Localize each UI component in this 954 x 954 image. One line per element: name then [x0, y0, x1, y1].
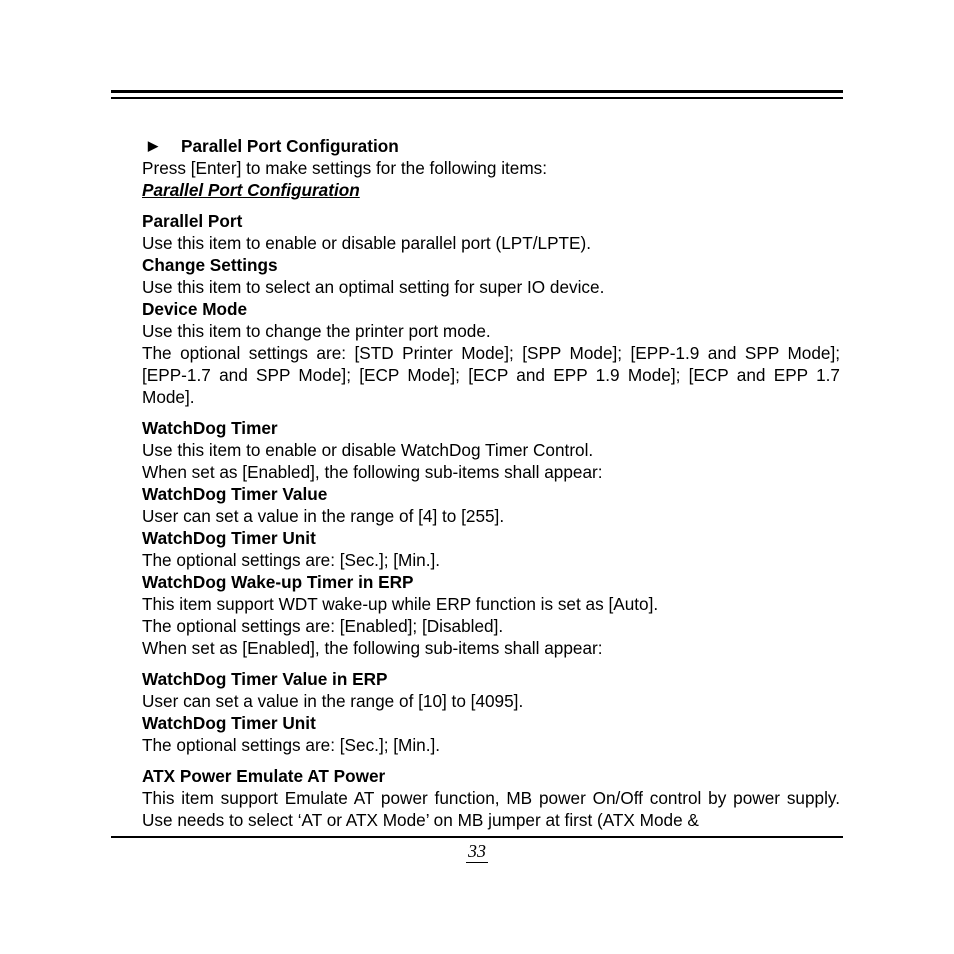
watchdog-wakeup-erp-note: When set as [Enabled], the following sub-items shall appear: [142, 638, 603, 658]
change-settings-title: Change Settings [142, 255, 278, 275]
watchdog-wakeup-erp-options: The optional settings are: [Enabled]; [Disabled]. [142, 616, 504, 636]
subsection-title: Parallel Port Configuration [142, 180, 360, 200]
watchdog-timer-unit-2-desc: The optional settings are: [Sec.]; [Min.]. [142, 735, 441, 755]
device-mode-desc: Use this item to change the printer port mode. [142, 321, 491, 341]
watchdog-wakeup-erp-title: WatchDog Wake-up Timer in ERP [142, 572, 414, 592]
page-number [0, 840, 954, 863]
atx-power-title: ATX Power Emulate AT Power [142, 766, 386, 786]
parallel-port-title: Parallel Port [142, 211, 243, 231]
parallel-port-desc: Use this item to enable or disable parallel port (LPT/LPTE). [142, 233, 591, 253]
header-rule-thick [111, 90, 843, 93]
manual-content [142, 135, 840, 831]
watchdog-timer-note: When set as [Enabled], the following sub-items shall appear: [142, 462, 603, 482]
watchdog-timer-value-erp-title: WatchDog Timer Value in ERP [142, 669, 388, 689]
change-settings-desc: Use this item to select an optimal setting for super IO device. [142, 277, 605, 297]
watchdog-timer-value-erp-desc: User can set a value in the range of [10] to [4095]. [142, 691, 524, 711]
watchdog-timer-unit-2-title: WatchDog Timer Unit [142, 713, 316, 733]
watchdog-timer-value-desc: User can set a value in the range of [4] to [255]. [142, 506, 505, 526]
footer-rule [111, 836, 843, 838]
watchdog-timer-unit-desc: The optional settings are: [Sec.]; [Min.]. [142, 550, 441, 570]
watchdog-timer-title: WatchDog Timer [142, 418, 278, 438]
watchdog-timer-value-title: WatchDog Timer Value [142, 484, 328, 504]
section-heading [142, 135, 840, 157]
device-mode-options: The optional settings are: [STD Printer Mode]; [SPP Mode]; [EPP-1.9 and SPP Mode]; [EPP-1.7 and SPP Mode]; [ECP Mode]; [ECP and EPP 1.9 Mode]; [ECP and EPP 1.7 Mode]. [142, 343, 840, 407]
watchdog-timer-desc: Use this item to enable or disable WatchDog Timer Control. [142, 440, 594, 460]
triangle-right-icon: ▶ [148, 138, 158, 153]
watchdog-wakeup-erp-desc: This item support WDT wake-up while ERP function is set as [Auto]. [142, 594, 659, 614]
atx-power-desc: This item support Emulate AT power function, MB power On/Off control by power supply. Use needs to select ‘AT or ATX Mode’ on MB jumper at first (ATX Mode & [142, 788, 840, 830]
intro-text: Press [Enter] to make settings for the following items: [142, 158, 548, 178]
section-title: Parallel Port Configuration [181, 136, 399, 156]
page-number-text: 33 [468, 841, 486, 861]
device-mode-title: Device Mode [142, 299, 248, 319]
watchdog-timer-unit-title: WatchDog Timer Unit [142, 528, 316, 548]
header-rule-thin [111, 97, 843, 99]
